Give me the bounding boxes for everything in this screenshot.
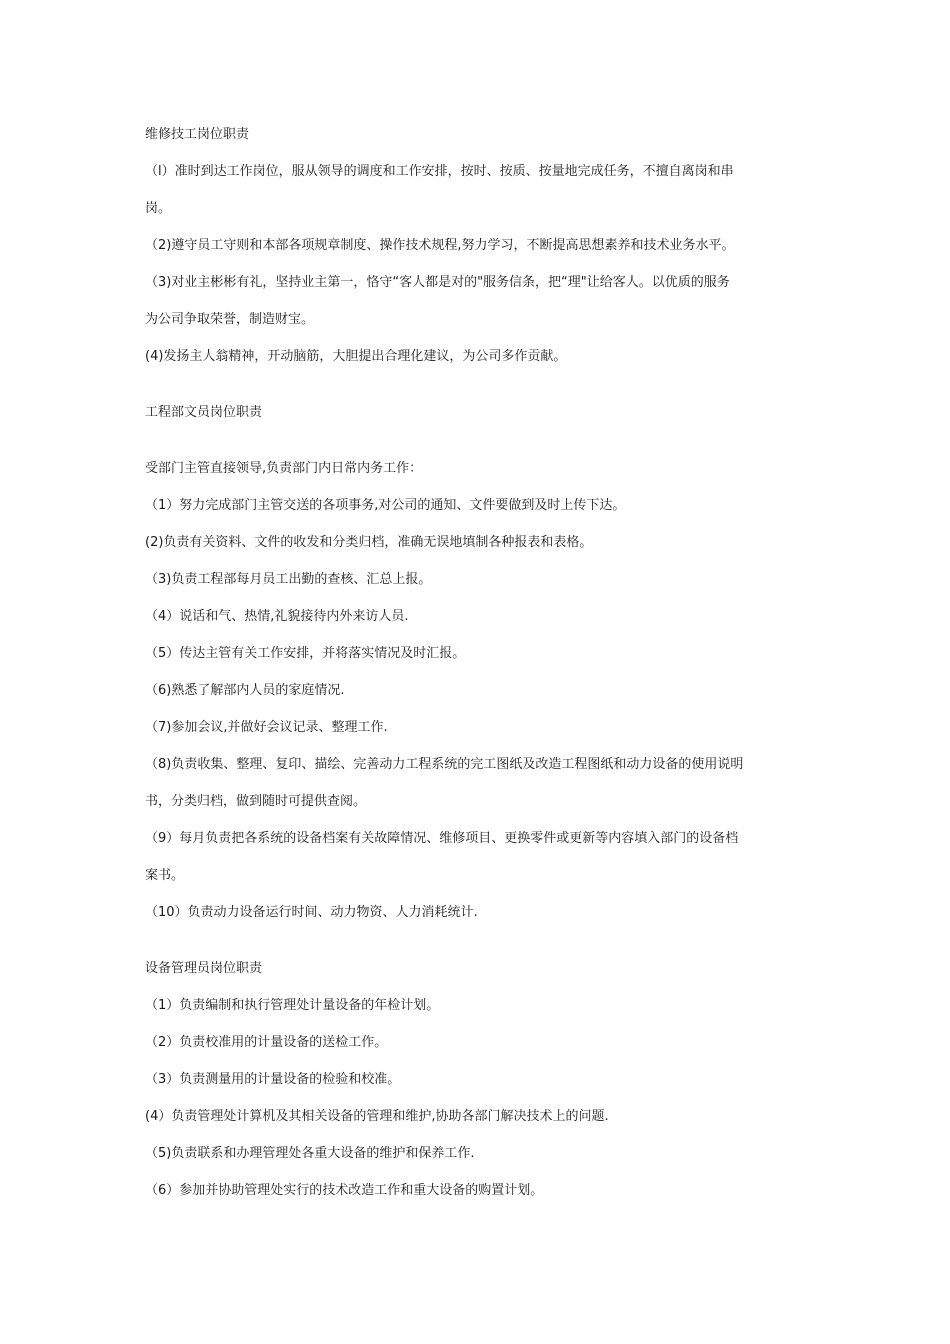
section-title: 设备管理员岗位职责 <box>145 961 263 976</box>
paragraph-line: 为公司争取荣誉，制造财宝。 <box>145 312 315 327</box>
paragraph-line: （3)负责工程部每月员工出勤的查核、汇总上报。 <box>145 572 432 587</box>
document-body <box>145 126 810 1200</box>
paragraph-line: (2)负责有关资料、文件的收发和分类归档，准确无误地填制各种报表和表格。 <box>145 535 593 550</box>
paragraph-line: （2）负责校准用的计量设备的送检工作。 <box>145 1035 388 1050</box>
paragraph-line: （5)负责联系和办理管理处各重大设备的维护和保养工作. <box>145 1146 475 1161</box>
section-title: 工程部文员岗位职责 <box>145 405 263 420</box>
paragraph-line: （6）参加并协助管理处实行的技术改造工作和重大设备的购置计划。 <box>145 1183 544 1198</box>
paragraph-line: （10）负责动力设备运行时间、动力物资、人力消耗统计. <box>145 905 478 920</box>
paragraph-line: （3）负责测量用的计量设备的检验和校准。 <box>145 1072 401 1087</box>
paragraph-line: （7)参加会议,并做好会议记录、整理工作. <box>145 720 388 735</box>
paragraph-line: （4）说话和气、热情,礼貌接待内外来访人员. <box>145 609 409 624</box>
paragraph-line: （6)熟悉了解部内人员的家庭情况. <box>145 683 345 698</box>
paragraph-line: (4）负责管理处计算机及其相关设备的管理和维护,协助各部门解决技术上的问题. <box>145 1109 609 1124</box>
paragraph-line: （1）负责编制和执行管理处计量设备的年检计划。 <box>145 998 440 1013</box>
paragraph-line: （1）努力完成部门主管交送的各项事务,对公司的通知、文件要做到及时上传下达。 <box>145 498 626 513</box>
paragraph-line: 案书。 <box>145 868 185 883</box>
paragraph-line: （l）准时到达工作岗位，服从领导的调度和工作安排，按时、按质、按量地完成任务，不擅自离岗和串 <box>145 164 734 179</box>
paragraph-line: （5）传达主管有关工作安排，并将落实情况及时汇报。 <box>145 646 466 661</box>
paragraph-line: （8)负责收集、整理、复印、描绘、完善动力工程系统的完工图纸及改造工程图纸和动力设备的使用说明 <box>145 757 744 772</box>
paragraph-line: （3)对业主彬彬有礼，坚持业主第一，恪守“客人都是对的"服务信条，把“理"让给客人。以优质的服务 <box>145 275 730 290</box>
paragraph-line: （2)遵守员工守则和本部各项规章制度、操作技术规程,努力学习，不断提高思想素养和技术业务水平。 <box>145 238 735 253</box>
paragraph-line: （9）每月负责把各系统的设备档案有关故障情况、维修项目、更换零件或更新等内容填入部门的设备档 <box>145 831 739 846</box>
paragraph-line: 书，分类归档，做到随时可提供查阅。 <box>145 794 367 809</box>
section-title: 维修技工岗位职责 <box>145 127 250 142</box>
paragraph-line: (4)发扬主人翁精神，开动脑筋，大胆提出合理化建议，为公司多作贡献。 <box>145 349 567 364</box>
section-intro: 受部门主管直接领导,负责部门内日常内务工作： <box>145 461 423 476</box>
paragraph-line: 岗。 <box>145 201 172 216</box>
